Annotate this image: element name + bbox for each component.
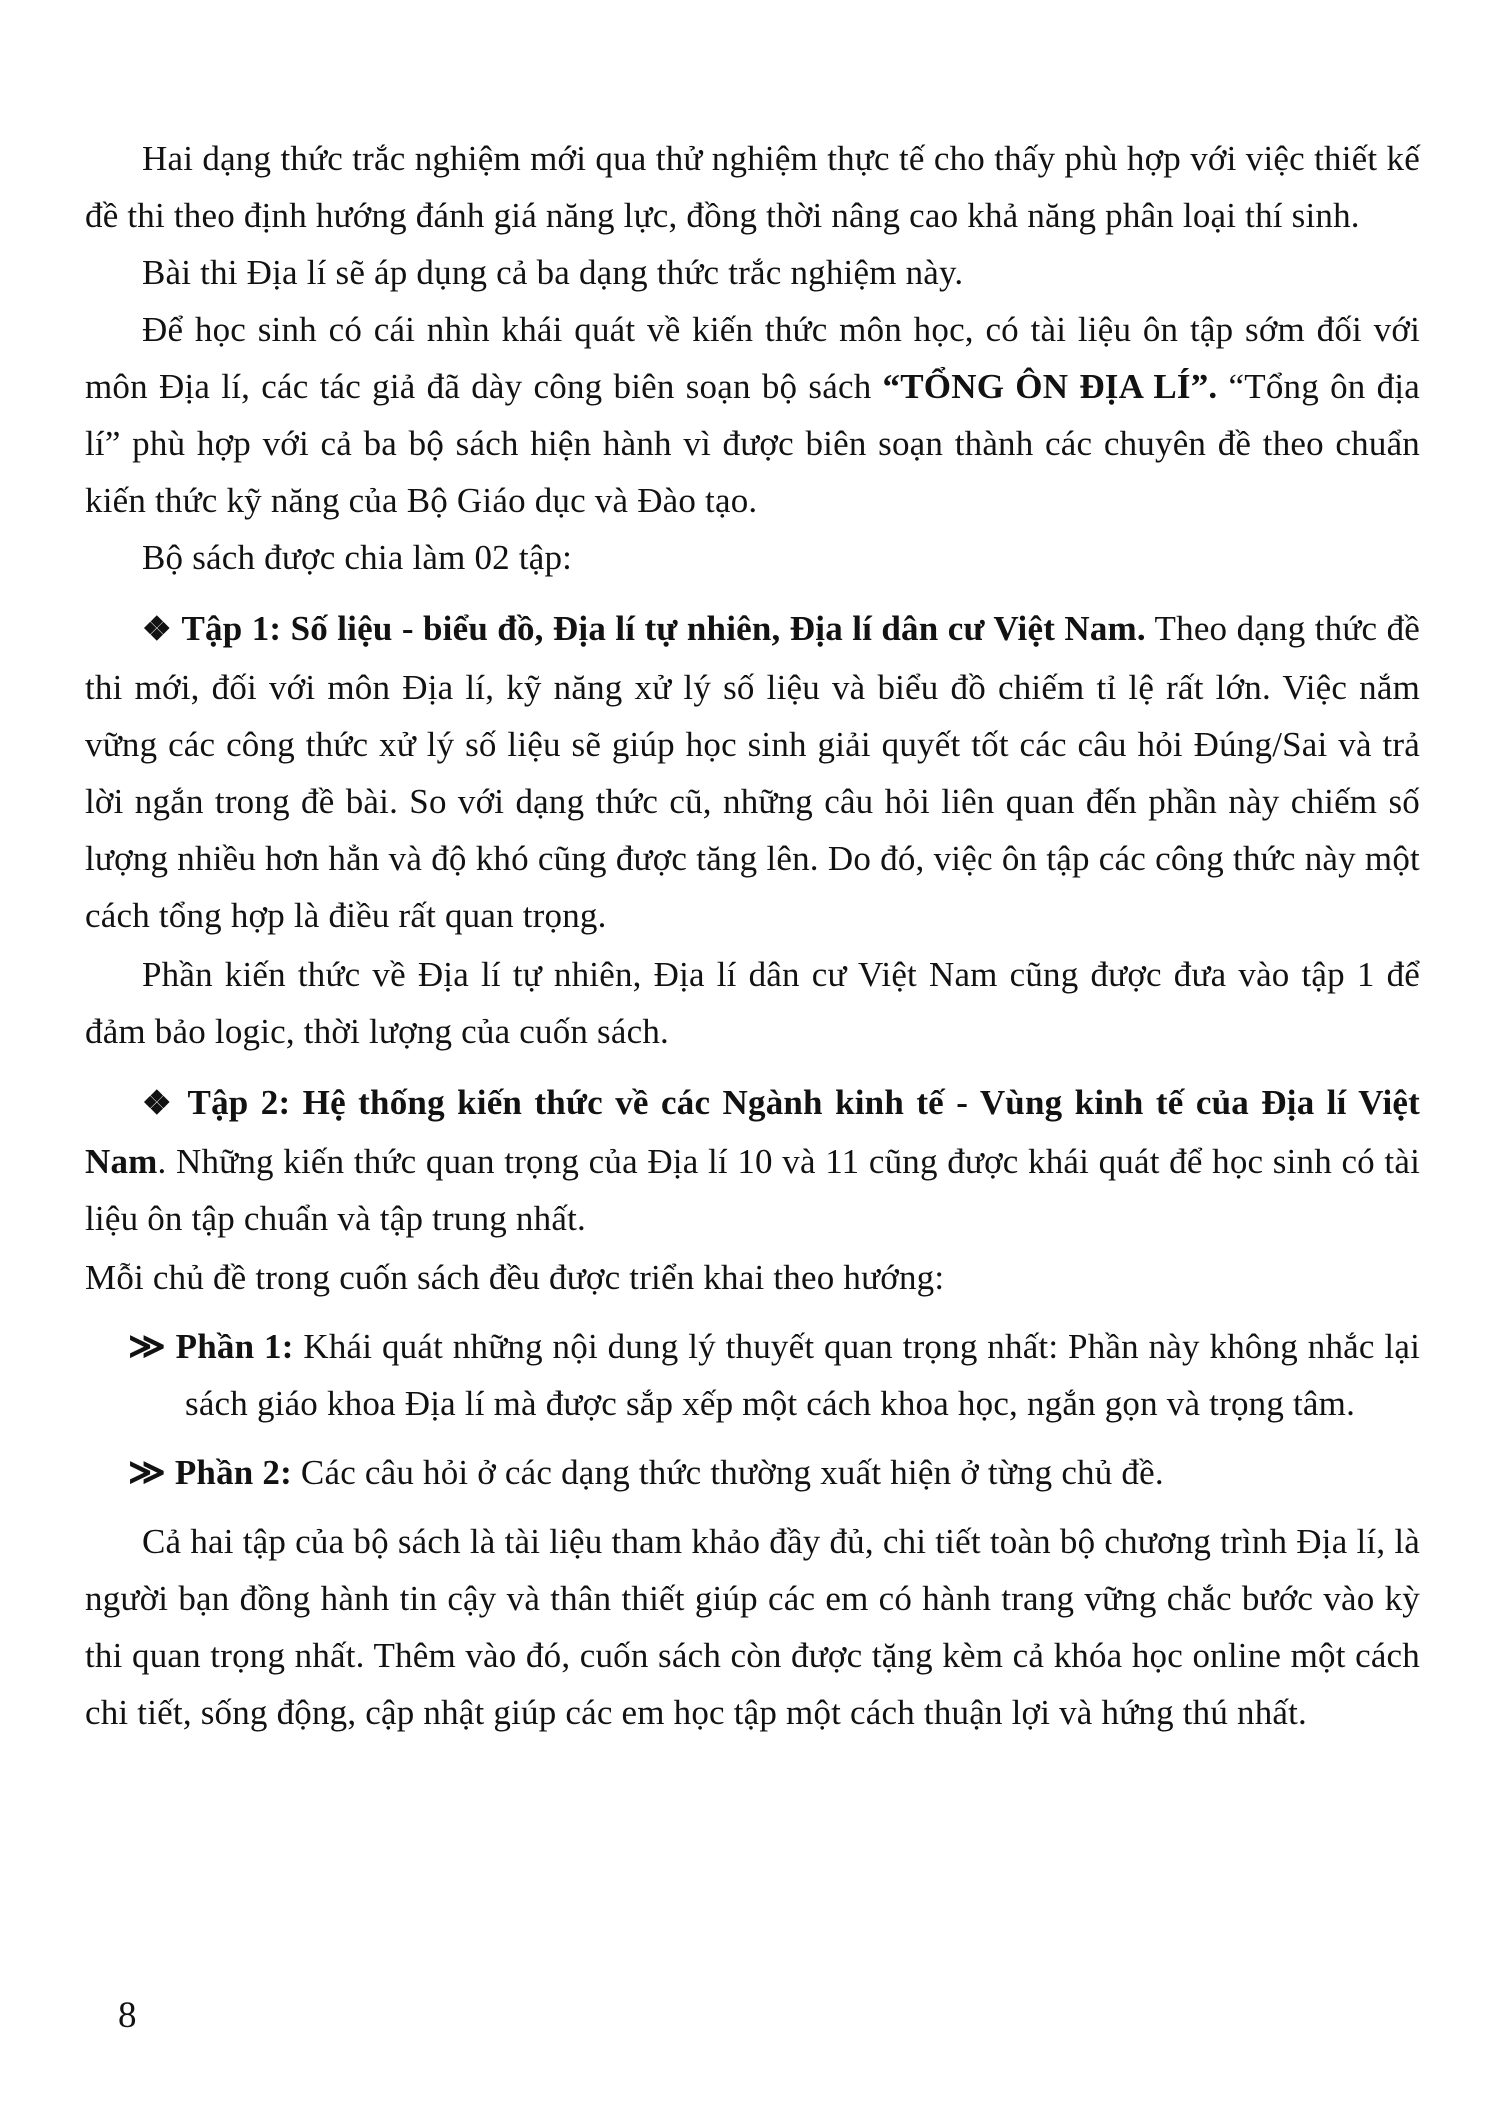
paragraph <box>85 946 1420 1060</box>
paragraph <box>85 244 1420 301</box>
text-run: Phần kiến thức về Địa lí tự nhiên, Địa lí dân cư Việt Nam cũng được đưa vào tập 1 để đảm bảo logic, thời lượng của cuốn sách. <box>85 955 1420 1051</box>
text-run: Khái quát những nội dung lý thuyết quan trọng nhất: Phần này không nhắc lại sách giáo khoa Địa lí mà được sắp xếp một cách khoa học, ngắn gọn và trọng tâm. <box>185 1327 1420 1423</box>
page-body <box>85 130 1420 1741</box>
text-run: “Tổng ôn địa lí” phù hợp với cả ba bộ sách hiện hành vì được biên soạn thành các chuyên đề theo chuẩn kiến thức kỹ năng của Bộ Giáo dục và Đào tạo. <box>85 367 1420 520</box>
paragraph <box>85 1249 1420 1306</box>
text-run: Mỗi chủ đề trong cuốn sách đều được triển khai theo hướng: <box>85 1258 945 1297</box>
diamond-bullet-icon: ❖ <box>142 1086 176 1122</box>
chevron-bullet-icon: ≫ <box>128 1452 166 1492</box>
bold-text-run: “TỔNG ÔN ĐỊA LÍ”. <box>882 367 1218 406</box>
text-run: Bài thi Địa lí sẽ áp dụng cả ba dạng thức trắc nghiệm này. <box>142 253 964 292</box>
paragraph <box>85 600 1420 944</box>
bold-text-run: Tập 1: Số liệu - biểu đồ, Địa lí tự nhiên, Địa lí dân cư Việt Nam. <box>181 609 1146 648</box>
text-run: . Những kiến thức quan trọng của Địa lí 10 và 11 cũng được khái quát để học sinh có tài liệu ôn tập chuẩn và tập trung nhất. <box>85 1142 1420 1238</box>
bold-text-run: Phần 1: <box>175 1327 294 1366</box>
paragraph <box>85 529 1420 586</box>
chevron-bullet-icon: ≫ <box>128 1326 166 1366</box>
paragraph <box>85 1318 1420 1432</box>
bold-text-run: Tập 2: Hệ thống kiến thức về các Ngành kinh tế - Vùng kinh tế của Địa lí Việt Nam <box>85 1083 1420 1181</box>
page-number: 8 <box>118 1995 137 2036</box>
text-run: Hai dạng thức trắc nghiệm mới qua thử nghiệm thực tế cho thấy phù hợp với việc thiết kế đề thi theo định hướng đánh giá năng lực, đồng thời nâng cao khả năng phân loại thí sinh. <box>85 139 1420 235</box>
text-run: Bộ sách được chia làm 02 tập: <box>142 538 573 577</box>
paragraph <box>85 1444 1420 1501</box>
text-run: Cả hai tập của bộ sách là tài liệu tham khảo đầy đủ, chi tiết toàn bộ chương trình Địa lí, là người bạn đồng hành tin cậy và thân thiết giúp các em có hành trang vững chắc bước vào kỳ thi quan trọng nhất. Thêm vào đó, cuốn sách còn được tặng kèm cả khóa học online một cách chi tiết, sống động, cập nhật giúp các em học tập một cách thuận lợi và hứng thú nhất. <box>85 1522 1420 1732</box>
text-run: Các câu hỏi ở các dạng thức thường xuất hiện ở từng chủ đề. <box>291 1453 1164 1492</box>
paragraph <box>85 1074 1420 1247</box>
paragraph <box>85 130 1420 244</box>
bold-text-run: Phần 2: <box>174 1453 292 1492</box>
paragraph <box>85 301 1420 529</box>
text-run: Để học sinh có cái nhìn khái quát về kiến thức môn học, có tài liệu ôn tập sớm đối với môn Địa lí, các tác giả đã dày công biên soạn bộ sách <box>85 310 1420 406</box>
diamond-bullet-icon: ❖ <box>142 612 173 648</box>
text-run: Theo dạng thức đề thi mới, đối với môn Địa lí, kỹ năng xử lý số liệu và biểu đồ chiếm tỉ lệ rất lớn. Việc nắm vững các công thức xử lý số liệu sẽ giúp học sinh giải quyết tốt các câu hỏi Đúng/Sai và trả lời ngắn trong đề bài. So với dạng thức cũ, những câu hỏi liên quan đến phần này chiếm số lượng nhiều hơn hẳn và độ khó cũng được tăng lên. Do đó, việc ôn tập các công thức này một cách tổng hợp là điều rất quan trọng. <box>85 609 1421 935</box>
paragraph <box>85 1513 1420 1741</box>
